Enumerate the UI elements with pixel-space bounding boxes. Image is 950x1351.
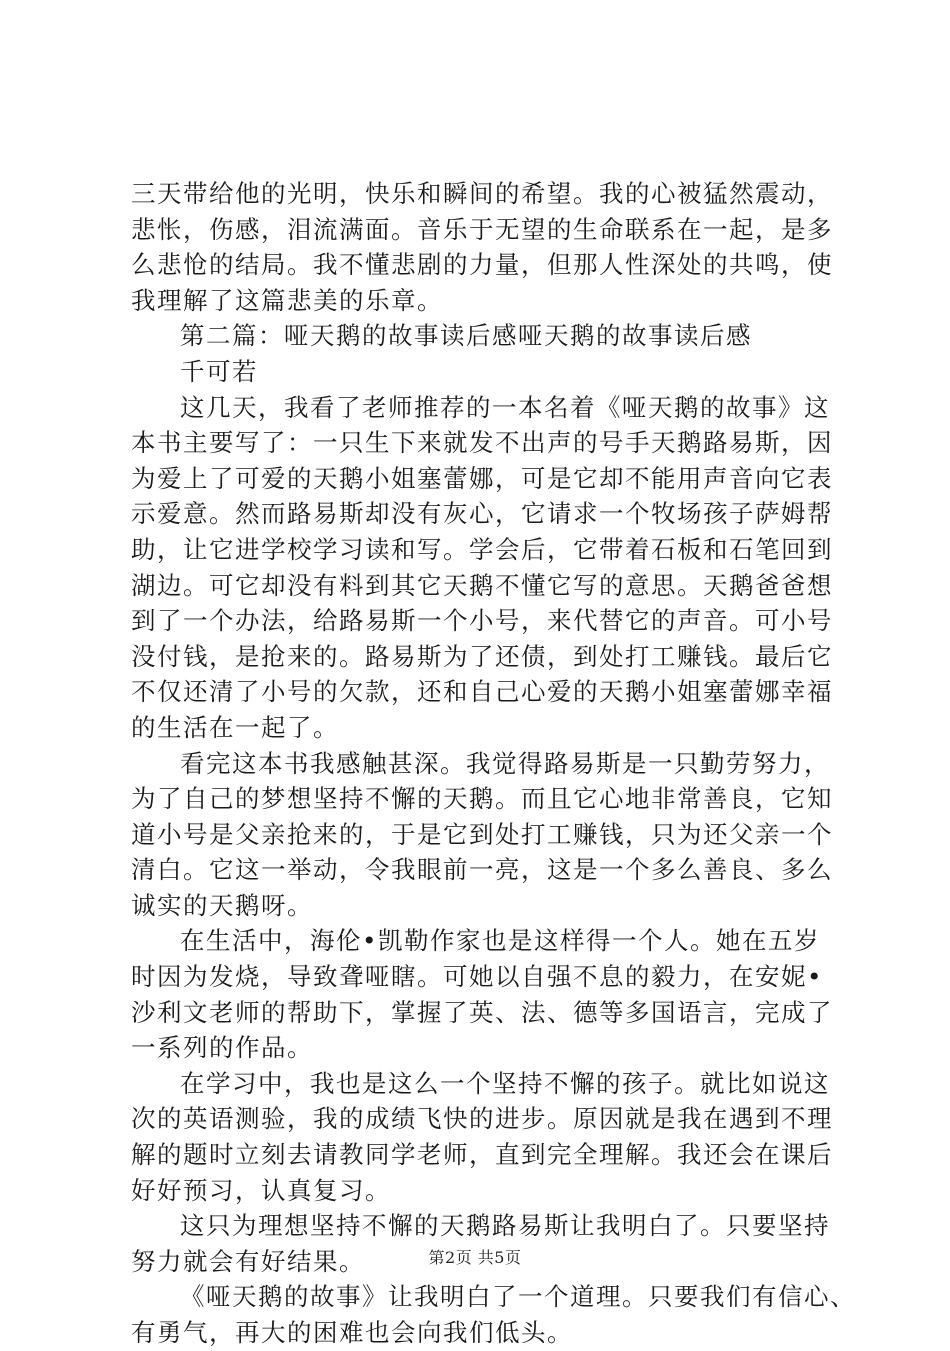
text-line: 沙利文老师的帮助下，掌握了英、法、德等多国语言，完成了 — [131, 997, 833, 1027]
text-line: 助，让它进学校学习读和写。学会后，它带着石板和石笔回到 — [131, 534, 833, 564]
page-footer: 第2页 共5页 — [428, 1248, 522, 1267]
text-line: 解的题时立刻去请教同学老师，直到完全理解。我还会在课后 — [131, 1140, 833, 1170]
text-line: 清白。它这一举动，令我眼前一亮，这是一个多么善良、多么 — [131, 855, 833, 885]
text-line: 在学习中，我也是这么一个坚持不懈的孩子。就比如说这 — [180, 1068, 830, 1098]
text-line: 到了一个办法，给路易斯一个小号，来代替它的声音。可小号 — [131, 606, 833, 636]
text-line: 千可若 — [180, 356, 258, 386]
text-line: 悲怅，伤感，泪流满面。音乐于无望的生命联系在一起，是多 — [131, 214, 833, 244]
text-line: 《哑天鹅的故事》让我明白了一个道理。只要我们有信心、 — [180, 1282, 856, 1312]
text-line: 次的英语测验，我的成绩飞快的进步。原因就是我在遇到不理 — [131, 1104, 833, 1134]
text-line: 湖边。可它却没有料到其它天鹅不懂它写的意思。天鹅爸爸想 — [131, 570, 833, 600]
text-line: 的生活在一起了。 — [131, 712, 339, 742]
text-line: 有勇气，再大的困难也会向我们低头。 — [131, 1318, 573, 1347]
text-line: 没付钱，是抢来的。路易斯为了还债，到处打工赚钱。最后它 — [131, 641, 833, 671]
text-line: 这只为理想坚持不懈的天鹅路易斯让我明白了。只要坚持 — [180, 1211, 830, 1241]
text-line: 好好预习，认真复习。 — [131, 1175, 391, 1205]
text-line: 我理解了这篇悲美的乐章。 — [131, 285, 443, 315]
text-line: 三天带给他的光明，快乐和瞬间的希望。我的心被猛然震动， — [131, 179, 833, 208]
document-body — [131, 176, 856, 1351]
text-line: 努力就会有好结果。 — [131, 1246, 365, 1276]
text-line: 道小号是父亲抢来的，于是它到处打工赚钱，只为还父亲一个 — [131, 819, 833, 849]
text-line: 时因为发烧，导致聋哑瞎。可她以自强不息的毅力，在安妮• — [131, 962, 823, 992]
text-line: 为爱上了可爱的天鹅小姐塞蕾娜，可是它却不能用声音向它表 — [131, 463, 833, 493]
text-line: 看完这本书我感触甚深。我觉得路易斯是一只勤劳努力， — [180, 748, 830, 778]
text-line: 这几天，我看了老师推荐的一本名着《哑天鹅的故事》这 — [180, 392, 830, 422]
text-line: 本书主要写了：一只生下来就发不出声的号手天鹅路易斯，因 — [131, 428, 833, 458]
text-line: 不仅还清了小号的欠款，还和自己心爱的天鹅小姐塞蕾娜幸福 — [131, 677, 833, 707]
text-line: 诚实的天鹅呀。 — [131, 890, 313, 920]
text-line: 第二篇：哑天鹅的故事读后感哑天鹅的故事读后感 — [180, 321, 752, 351]
text-line: 为了自己的梦想坚持不懈的天鹅。而且它心地非常善良，它知 — [131, 784, 833, 814]
text-line: 示爱意。然而路易斯却没有灰心，它请求一个牧场孩子萨姆帮 — [131, 499, 833, 529]
text-line: 在生活中，海伦•凯勒作家也是这样得一个人。她在五岁 — [180, 926, 820, 956]
text-line: 么悲怆的结局。我不懂悲剧的力量，但那人性深处的共鸣，使 — [131, 250, 833, 280]
text-line: 一系列的作品。 — [131, 1033, 313, 1063]
